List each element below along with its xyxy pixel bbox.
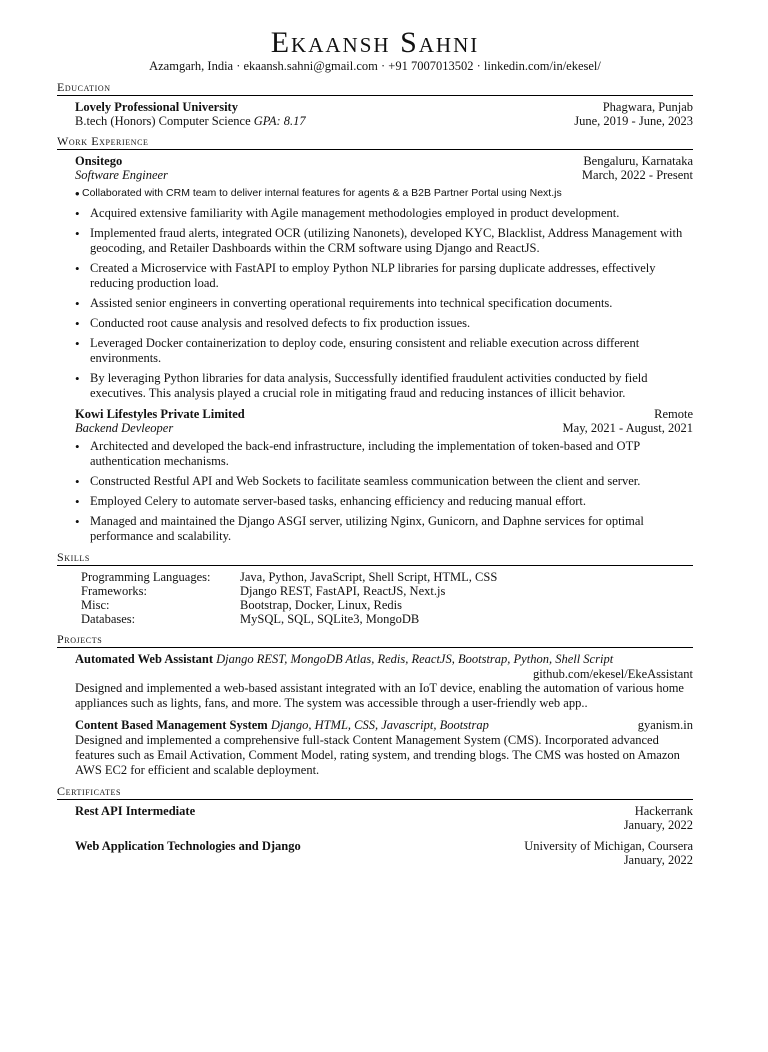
project-heading [57, 652, 693, 667]
job-role: Software Engineer [75, 168, 168, 182]
school-location: Phagwara, Punjab [602, 100, 693, 114]
job-location: Bengaluru, Karnataka [583, 154, 693, 168]
project-description: Designed and implemented a web-based assistant integrated with an IoT device, enabling the automation of various home appliances such as lights, fans, and more. The system was accessible through a user-friendly web app.. [75, 681, 684, 710]
candidate-name: Ekaansh Sahni [270, 26, 480, 59]
certificate-name: Web Application Technologies and Django [75, 839, 301, 853]
work-section [57, 134, 693, 544]
education-section [57, 80, 693, 128]
job-dates: March, 2022 - Present [581, 168, 693, 182]
bullet-item: • Constructed Restful API and Web Sockets to facilitate seamless communication between the client and server. [90, 474, 693, 489]
project-link-row [57, 667, 693, 681]
bullet-item: • Architected and developed the back-end infrastructure, including the implementation of token-based and OTP authentication mechanisms. [90, 439, 693, 469]
bullet-item: • Leveraged Docker containerization to deploy code, ensuring consistent and reliable execution across different environments. [90, 336, 693, 366]
certificate-item [57, 839, 693, 867]
company-name: Kowi Lifestyles Private Limited [75, 407, 245, 421]
job-note: • Collaborated with CRM team to deliver internal features for agents & a B2B Partner Portal using Next.js [76, 186, 693, 201]
project-name: Content Based Management System [75, 718, 268, 732]
project-item [57, 718, 693, 778]
bullet-item: • Managed and maintained the Django ASGI server, utilizing Nginx, Gunicorn, and Daphne services for optimal performance and scalability. [90, 514, 693, 544]
skills-row [81, 570, 497, 584]
skills-row [81, 612, 497, 626]
job-dates: May, 2021 - August, 2021 [562, 421, 693, 435]
skills-row [81, 584, 497, 598]
skill-value: Java, Python, JavaScript, Shell Script, HTML, CSS [240, 570, 498, 584]
certificate-header [57, 839, 693, 853]
bullet-item: • Created a Microservice with FastAPI to employ Python NLP libraries for parsing duplicate addresses, effectively reducing production load. [90, 261, 693, 291]
bullet-item: • Employed Celery to automate server-based tasks, enhancing efficiency and reducing manual effort. [90, 494, 693, 509]
section-title-certificates: Certificates [57, 784, 693, 800]
project-link[interactable]: github.com/ekesel/EkeAssistant [532, 667, 693, 681]
job-onsitego [57, 154, 693, 401]
education-row-1 [57, 100, 693, 114]
certificates-section [57, 784, 693, 867]
project-item [57, 652, 693, 711]
project-tech: Django, HTML, CSS, Javascript, Bootstrap [270, 718, 489, 732]
job-role-row [57, 168, 693, 182]
skill-value: MySQL, SQL, SQLite3, MongoDB [240, 612, 420, 626]
skill-value: Django REST, FastAPI, ReactJS, Next.js [240, 584, 446, 598]
project-description: Designed and implemented a comprehensive full-stack Content Management System (CMS). Incorporated advanced features such as Email Activation, Comment Model, rating system, and trending blogs. The CMS was hosted on Amazon AWS EC2 for efficient and scalable deployment. [75, 733, 680, 777]
bullet-item: • By leveraging Python libraries for data analysis, Successfully identified fraudulent activities conducted by field executives. This analysis played a crucial role in mitigating fraud and reducing instances of illicit behavior. [90, 371, 693, 401]
projects-section [57, 632, 693, 778]
skill-label: Programming Languages: [81, 570, 211, 584]
skill-label: Frameworks: [81, 584, 147, 598]
job-role-row [57, 421, 693, 435]
bullet-item: • Assisted senior engineers in converting operational requirements into technical specification documents. [90, 296, 693, 311]
project-tech: Django REST, MongoDB Atlas, Redis, ReactJS, Bootstrap, Python, Shell Script [216, 652, 614, 666]
skill-label: Misc: [81, 598, 110, 612]
project-link[interactable]: gyanism.in [637, 718, 693, 732]
certificate-item [57, 804, 693, 832]
gpa: GPA: 8.17 [253, 114, 306, 128]
job-header-row [57, 407, 693, 421]
job-bullets [57, 186, 693, 401]
certificate-header [57, 804, 693, 818]
certificate-date: January, 2022 [623, 853, 693, 867]
education-row-2 [57, 114, 693, 128]
skill-value: Bootstrap, Docker, Linux, Redis [240, 598, 402, 612]
skills-table [81, 570, 497, 626]
company-name: Onsitego [75, 154, 123, 168]
job-header-row [57, 154, 693, 168]
school-name: Lovely Professional University [75, 100, 238, 114]
job-role: Backend Devleoper [75, 421, 174, 435]
skill-label: Databases: [81, 612, 136, 626]
resume-page [0, 28, 768, 1052]
section-title-education: Education [57, 80, 693, 96]
job-bullets [57, 439, 693, 544]
degree-line [75, 114, 306, 128]
education-dates: June, 2019 - June, 2023 [574, 114, 693, 128]
project-heading [57, 718, 693, 733]
certificate-name: Rest API Intermediate [75, 804, 196, 818]
bullet-item: • Conducted root cause analysis and resolved defects to fix production issues. [90, 316, 693, 331]
bullet-item: • Implemented fraud alerts, integrated OCR (utilizing Nanonets), developed KYC, Blacklist, Address Management with geocoding, and Retailer Dashboards within the CRM software using Django and ReactJS. [90, 226, 693, 256]
skills-section [57, 550, 693, 626]
section-title-projects: Projects [57, 632, 693, 648]
certificate-issuer: University of Michigan, Coursera [524, 839, 693, 853]
certificate-issuer: Hackerrank [634, 804, 693, 818]
job-location: Remote [654, 407, 693, 421]
section-title-work: Work Experience [57, 134, 693, 150]
bullet-item: • Acquired extensive familiarity with Agile management methodologies employed in product development. [90, 206, 693, 221]
job-kowi [57, 407, 693, 544]
contact-line: Azamgarh, India · ekaansh.sahni@gmail.com · +91 7007013502 · linkedin.com/in/ekesel/ [149, 59, 601, 73]
skills-row [81, 598, 497, 612]
project-name: Automated Web Assistant [75, 652, 213, 666]
section-title-skills: Skills [57, 550, 693, 566]
certificate-date: January, 2022 [623, 818, 693, 832]
degree: B.tech (Honors) Computer Science [75, 114, 251, 128]
